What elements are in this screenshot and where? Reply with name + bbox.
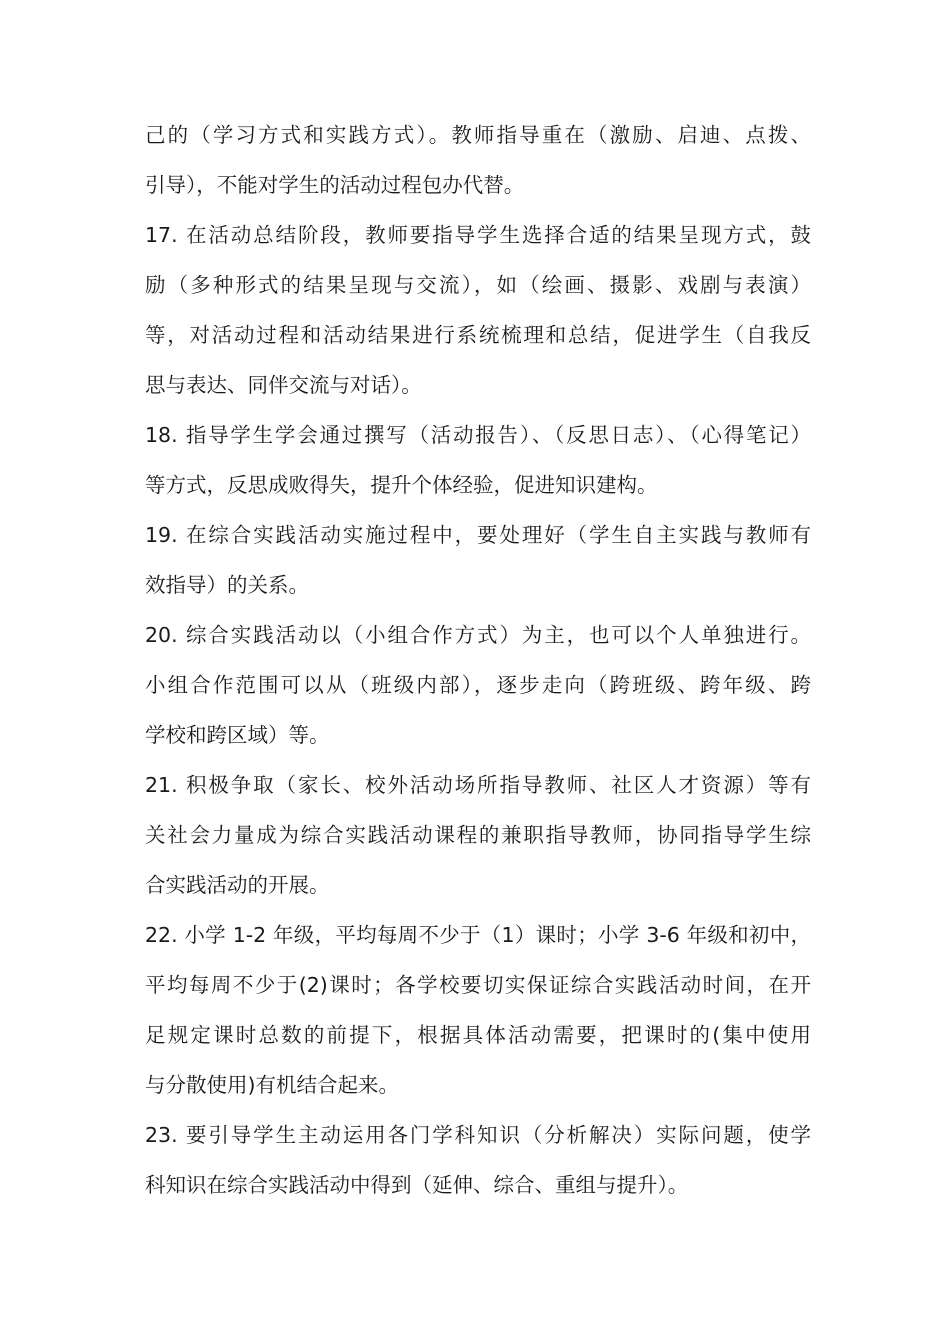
text-line: 平均每周不少于(2)课时；各学校要切实保证综合实践活动时间，在开 — [145, 973, 811, 997]
text-line: 等方式，反思成败得失，提升个体经验，促进知识建构。 — [145, 473, 658, 497]
text-line: 足规定课时总数的前提下，根据具体活动需要，把课时的(集中使用 — [145, 1023, 811, 1047]
text-line: 思与表达、同伴交流与对话）。 — [145, 373, 422, 397]
text-line: 引导），不能对学生的活动过程包办代替。 — [145, 173, 525, 197]
text-line: 17. 在活动总结阶段，教师要指导学生选择合适的结果呈现方式，鼓 — [145, 223, 811, 247]
text-line: 效指导）的关系。 — [145, 573, 309, 597]
text-line: 等，对活动过程和活动结果进行系统梳理和总结，促进学生（自我反 — [145, 323, 811, 347]
text-line: 励（多种形式的结果呈现与交流），如（绘画、摄影、戏剧与表演） — [145, 273, 811, 297]
text-line: 22. 小学 1-2 年级，平均每周不少于（1）课时；小学 3-6 年级和初中， — [145, 923, 811, 947]
text-line: 20. 综合实践活动以（小组合作方式）为主，也可以个人单独进行。 — [145, 623, 811, 647]
text-line: 小组合作范围可以从（班级内部），逐步走向（跨班级、跨年级、跨 — [145, 673, 811, 697]
text-line: 18. 指导学生学会通过撰写（活动报告）、（反思日志）、（心得笔记） — [145, 423, 811, 447]
text-line: 关社会力量成为综合实践活动课程的兼职指导教师，协同指导学生综 — [145, 823, 811, 847]
document-body — [145, 110, 811, 1210]
text-line: 学校和跨区域）等。 — [145, 723, 330, 747]
text-line: 己的（学习方式和实践方式）。教师指导重在（激励、启迪、点拨、 — [145, 123, 811, 147]
text-line: 与分散使用)有机结合起来。 — [145, 1073, 399, 1097]
text-line: 合实践活动的开展。 — [145, 873, 330, 897]
text-line: 科知识在综合实践活动中得到（延伸、综合、重组与提升）。 — [145, 1173, 689, 1197]
text-line: 19. 在综合实践活动实施过程中，要处理好（学生自主实践与教师有 — [145, 523, 811, 547]
text-line: 23. 要引导学生主动运用各门学科知识（分析解决）实际问题，使学 — [145, 1123, 811, 1147]
text-line: 21. 积极争取（家长、校外活动场所指导教师、社区人才资源）等有 — [145, 773, 811, 797]
